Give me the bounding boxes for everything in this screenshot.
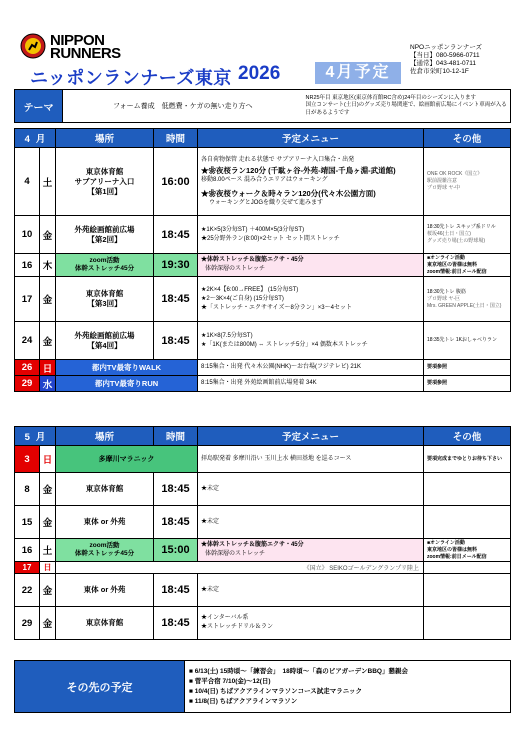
menu-line: 体幹深層のストレッチ bbox=[205, 551, 265, 557]
menu-line: ★ストレッチドリル＆ラン bbox=[201, 624, 273, 630]
event-cell: 都内TV最寄りWALK bbox=[56, 360, 198, 376]
other-cell bbox=[424, 322, 511, 360]
weekday-cell: 日 bbox=[40, 446, 56, 473]
day-cell: 29 bbox=[15, 376, 40, 392]
menu-cell: 8:15集合・出発 代々木公園(NHK)～お台場(フジテレビ) 21K bbox=[198, 360, 424, 376]
time-cell: 18:45 bbox=[154, 473, 198, 506]
weekday-cell: 木 bbox=[40, 254, 56, 277]
other-line: zoom情報:前日メール配信 bbox=[427, 268, 487, 275]
time-cell: 16:00 bbox=[154, 148, 198, 216]
menu-line: ★25分野外ラン(8:00)×2セット セット間ストレッチ bbox=[201, 235, 340, 242]
time-cell: 18:45 bbox=[154, 216, 198, 254]
other-line: 18:30先トレ スキップ系ドリル bbox=[427, 224, 496, 230]
col-other: その他 bbox=[424, 427, 511, 446]
table-row bbox=[15, 360, 511, 376]
menu-line: ★体幹ストレッチ＆腹筋エクサ・45分 bbox=[201, 257, 304, 263]
menu-line: ウォーキングとJOGを織り交ぜて進みます bbox=[209, 199, 324, 206]
day-cell: 10 bbox=[15, 216, 40, 254]
org-line: 【通常】043-481-0711 bbox=[410, 60, 476, 67]
weekday-cell: 金 bbox=[40, 322, 56, 360]
other-cell bbox=[424, 473, 511, 506]
menu-cell: 8:15集合・出発 外苑絵画館前広場発着 34K bbox=[198, 376, 424, 392]
other-cell bbox=[424, 216, 511, 254]
other-cell bbox=[424, 607, 511, 640]
org-line: 佐倉市栄町10-12-1F bbox=[410, 68, 469, 75]
weekday-cell: 金 bbox=[40, 607, 56, 640]
time-cell: 15:00 bbox=[154, 539, 198, 562]
menu-line: ★2～3K×4(ご自身) (15分毎ST) bbox=[201, 295, 284, 302]
future-item: ■ 10/4(日) ちばアクアラインマラソンコース試走マラニック bbox=[189, 687, 363, 695]
col-menu: 予定メニュー bbox=[198, 427, 424, 446]
other-line: ONE OK ROCK《国立》 bbox=[427, 171, 483, 177]
menu-line: ★「1K(または800M) ⇔ ストレッチ5分」×4 偶数本ストレッチ bbox=[201, 341, 368, 348]
april-schedule-table bbox=[14, 128, 511, 392]
table-row bbox=[15, 216, 511, 254]
time-cell: 18:45 bbox=[154, 322, 198, 360]
menu-cell: 拝島駅発着 多摩川沿い 玉川上水 横田基地 を巡るコース bbox=[198, 446, 424, 473]
menu-line: ★2K×4【6:00→FREE】 (15分毎ST) bbox=[201, 286, 299, 293]
future-list bbox=[185, 661, 511, 713]
table-row bbox=[15, 446, 511, 473]
weekday-cell: 日 bbox=[40, 562, 56, 574]
table-row bbox=[15, 277, 511, 322]
menu-line: ★1K×8(7.5分毎ST) bbox=[201, 332, 253, 339]
menu-line: 体幹深層のストレッチ bbox=[205, 266, 265, 272]
future-plans-table bbox=[14, 660, 511, 713]
table-row bbox=[15, 539, 511, 562]
other-cell: 要項参照 bbox=[424, 360, 511, 376]
place-cell: 外苑絵画館前広場 【第4回】 bbox=[56, 322, 154, 360]
event-cell: 多摩川マラニック bbox=[56, 446, 198, 473]
event-note-cell: 《国立》 SEIKOゴールデングランプリ陸上 bbox=[56, 562, 424, 574]
other-line: ■オンライン活動 bbox=[427, 254, 465, 261]
other-line: zoom情報:前日メール配信 bbox=[427, 553, 487, 560]
page-title: ニッポンランナーズ東京 bbox=[30, 68, 232, 88]
april-header-row bbox=[15, 129, 511, 148]
place-cell: 東京体育館 サブアリーナ入口 【第1回】 bbox=[56, 148, 154, 216]
other-line: 18:35先トレ 1Kおしゃべりラン bbox=[427, 337, 498, 343]
april-month-header: 4 月 bbox=[15, 129, 56, 148]
col-place: 場所 bbox=[56, 129, 154, 148]
day-cell: 29 bbox=[15, 607, 40, 640]
weekday-cell: 金 bbox=[40, 506, 56, 539]
place-cell: 東京体育館 bbox=[56, 607, 154, 640]
other-line: 東京地区の皆様は無料 bbox=[427, 546, 478, 553]
table-row bbox=[15, 322, 511, 360]
event-cell: 都内TV最寄りRUN bbox=[56, 376, 198, 392]
day-cell: 26 bbox=[15, 360, 40, 376]
other-line: ■オンライン活動 bbox=[427, 539, 465, 546]
zoom-place-cell: zoom活動 体幹ストレッチ45分 bbox=[56, 539, 154, 562]
table-row bbox=[15, 254, 511, 277]
menu-cell bbox=[198, 254, 424, 277]
other-cell: 要項完成までゆとりお待ち下さい bbox=[424, 446, 511, 473]
menu-line: 各自荷物保管 走れる状態で サブアリーナ入口集合・出発 bbox=[201, 156, 355, 163]
day-cell: 24 bbox=[15, 322, 40, 360]
other-line: 18:30先トレ 腹筋 bbox=[427, 288, 466, 295]
day-cell: 17 bbox=[15, 562, 40, 574]
theme-table bbox=[14, 89, 511, 123]
menu-line: ★❀夜桜ラン120分 (千駄ヶ谷-外苑-靖国-千鳥ヶ淵-武道館) bbox=[201, 165, 396, 175]
other-cell bbox=[424, 562, 511, 574]
runner-logo-icon bbox=[20, 33, 46, 59]
other-cell bbox=[424, 277, 511, 322]
menu-line: ★「ストレッチ・エクササイズ～8分ラン」×3～4セット bbox=[201, 304, 352, 311]
theme-note: NR25年目 東京地区(東京体育館RC含め)24年目のシーズンに入ります 国立コンサート(土日)のグッズ売り場関連で、絵画館前広場にイベント車両が入る日があるようです bbox=[303, 90, 511, 123]
may-header-row bbox=[15, 427, 511, 446]
menu-line: 移動8.00ペース 混み合うエリアはウォーキング bbox=[201, 176, 328, 183]
logo-text-runners: RUNNERS bbox=[50, 45, 121, 62]
year-label: 2026 bbox=[238, 63, 281, 84]
other-cell bbox=[424, 506, 511, 539]
menu-line: ★1K×5(3分毎ST) ＋400M×5(3分毎ST) bbox=[201, 226, 305, 233]
menu-cell: ★未定 bbox=[198, 473, 424, 506]
zoom-place-cell: zoom活動 体幹ストレッチ45分 bbox=[56, 254, 154, 277]
menu-cell bbox=[198, 539, 424, 562]
day-cell: 16 bbox=[15, 539, 40, 562]
weekday-cell: 金 bbox=[40, 216, 56, 254]
col-time: 時間 bbox=[154, 427, 198, 446]
other-line: グッズ売り場(土の野球場) bbox=[427, 238, 486, 244]
other-line: プロ野球 ヤ-巨 bbox=[427, 295, 461, 302]
month-badge: 4月予定 bbox=[315, 62, 401, 84]
theme-text: フォーム養成 低燃費・ケガの無い走り方へ bbox=[63, 90, 303, 123]
place-cell: 東体 or 外苑 bbox=[56, 506, 154, 539]
org-block bbox=[410, 44, 482, 76]
weekday-cell: 金 bbox=[40, 277, 56, 322]
time-cell: 19:30 bbox=[154, 254, 198, 277]
org-line: 【当日】080-5966-0711 bbox=[410, 52, 480, 59]
future-item: ■ 11/8(日) ちばアクアラインマラソン bbox=[189, 697, 298, 705]
menu-cell: ★未定 bbox=[198, 574, 424, 607]
place-cell: 外苑絵画館前広場 【第2回】 bbox=[56, 216, 154, 254]
day-cell: 16 bbox=[15, 254, 40, 277]
org-line: NPOニッポンランナーズ bbox=[410, 44, 483, 51]
menu-cell bbox=[198, 148, 424, 216]
col-other: その他 bbox=[424, 129, 511, 148]
other-cell: 要項参照 bbox=[424, 376, 511, 392]
day-cell: 3 bbox=[15, 446, 40, 473]
col-place: 場所 bbox=[56, 427, 154, 446]
menu-cell bbox=[198, 607, 424, 640]
table-row bbox=[15, 506, 511, 539]
time-cell: 18:45 bbox=[154, 277, 198, 322]
day-cell: 8 bbox=[15, 473, 40, 506]
menu-line: ★インターバル系 bbox=[201, 615, 249, 621]
weekday-cell: 水 bbox=[40, 376, 56, 392]
logo-text-nippon: NIPPON bbox=[50, 32, 105, 49]
place-cell: 東体 or 外苑 bbox=[56, 574, 154, 607]
table-row bbox=[15, 148, 511, 216]
other-cell bbox=[424, 539, 511, 562]
day-cell: 22 bbox=[15, 574, 40, 607]
table-row bbox=[15, 574, 511, 607]
weekday-cell: 土 bbox=[40, 148, 56, 216]
menu-cell bbox=[198, 277, 424, 322]
table-row bbox=[15, 473, 511, 506]
future-item: ■ 6/13(土) 15時頃～「練習会」 18時頃～「森のビアガーデンBBQ」懇親会 bbox=[189, 667, 408, 675]
weekday-cell: 金 bbox=[40, 574, 56, 607]
col-time: 時間 bbox=[154, 129, 198, 148]
place-cell: 東京体育館 【第3回】 bbox=[56, 277, 154, 322]
may-month-header: 5 月 bbox=[15, 427, 56, 446]
menu-line: ★❀夜桜ウォーク＆時々ラン120分(代々木公園方面) bbox=[201, 188, 376, 198]
other-line: プロ野球 ヤ-中 bbox=[427, 185, 461, 191]
other-line: 駅前混雑注意 bbox=[427, 178, 458, 184]
menu-cell bbox=[198, 322, 424, 360]
other-cell bbox=[424, 148, 511, 216]
other-line: Mrs. GREEN APPLE(土日・国立) bbox=[427, 302, 502, 309]
table-row bbox=[15, 376, 511, 392]
may-schedule-table bbox=[14, 426, 511, 640]
future-item: ■ 菅平合宿 7/10(金)～12(日) bbox=[189, 677, 271, 685]
theme-label: テーマ bbox=[15, 90, 63, 123]
weekday-cell: 日 bbox=[40, 360, 56, 376]
table-row bbox=[15, 607, 511, 640]
other-line: 東京地区の皆様は無料 bbox=[427, 261, 478, 268]
menu-cell: ★未定 bbox=[198, 506, 424, 539]
menu-cell bbox=[198, 216, 424, 254]
other-line: 桜坂46(土日・国立) bbox=[427, 231, 471, 237]
table-row bbox=[15, 562, 511, 574]
time-cell: 18:45 bbox=[154, 506, 198, 539]
menu-line: ★体幹ストレッチ＆腹筋エクサ・45分 bbox=[201, 542, 304, 548]
time-cell: 18:45 bbox=[154, 574, 198, 607]
other-cell bbox=[424, 574, 511, 607]
weekday-cell: 土 bbox=[40, 539, 56, 562]
col-menu: 予定メニュー bbox=[198, 129, 424, 148]
time-cell: 18:45 bbox=[154, 607, 198, 640]
place-cell: 東京体育館 bbox=[56, 473, 154, 506]
other-cell bbox=[424, 254, 511, 277]
future-label: その先の予定 bbox=[15, 661, 185, 713]
day-cell: 17 bbox=[15, 277, 40, 322]
day-cell: 4 bbox=[15, 148, 40, 216]
weekday-cell: 金 bbox=[40, 473, 56, 506]
day-cell: 15 bbox=[15, 506, 40, 539]
